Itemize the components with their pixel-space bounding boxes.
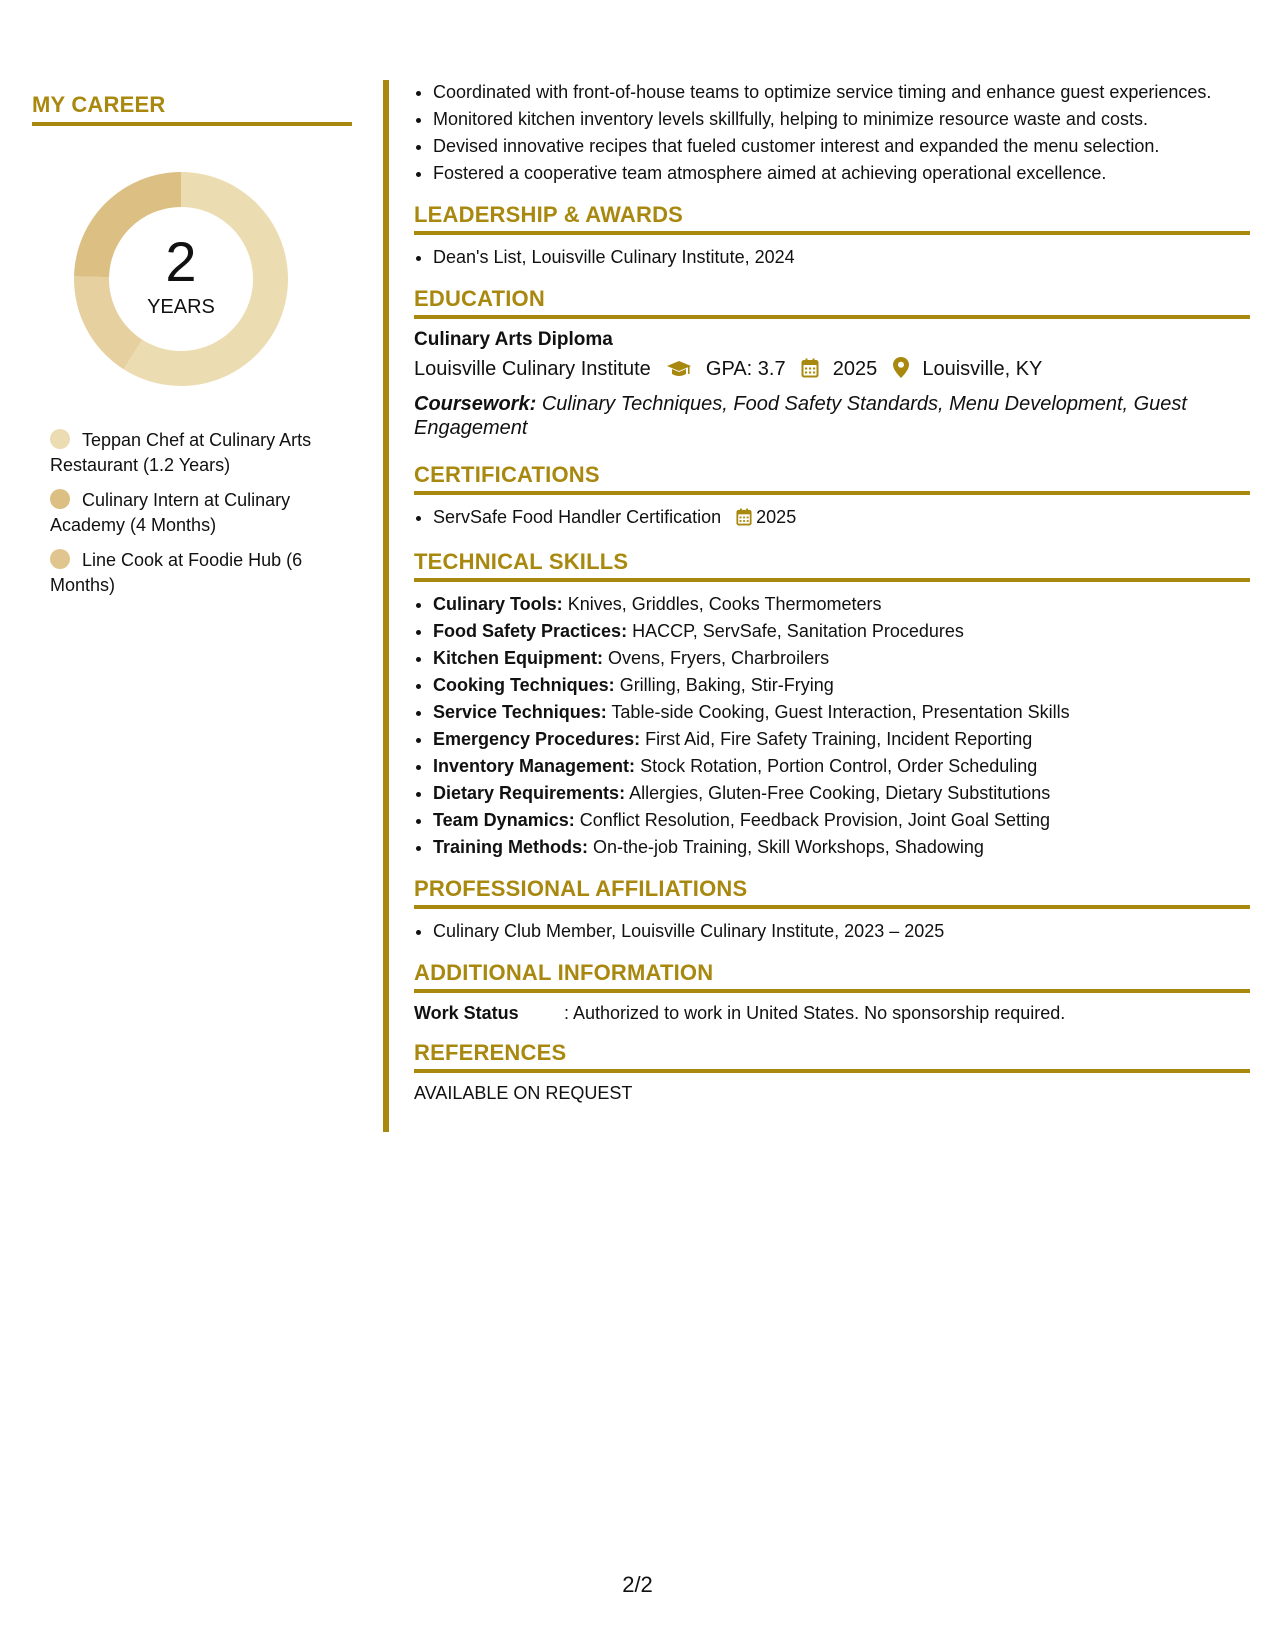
legend-label: Line Cook at Foodie Hub (6 Months) — [50, 550, 303, 595]
degree-title: Culinary Arts Diploma — [414, 329, 613, 350]
legend-item — [50, 428, 340, 478]
list-item: • Fostered a cooperative team atmosphere aimed at achieving operational excellence. — [433, 161, 1250, 186]
section-heading: TECHNICAL SKILLS — [414, 549, 1250, 582]
section-heading: PROFESSIONAL AFFILIATIONS — [414, 876, 1250, 909]
calendar-icon — [736, 508, 752, 533]
section-heading: ADDITIONAL INFORMATION — [414, 960, 1250, 993]
coursework-text: Culinary Techniques, Food Safety Standards, Menu Development, Guest Engagement — [414, 393, 1187, 439]
years-value: 2 — [165, 230, 197, 293]
list-item: • Cooking Techniques: Grilling, Baking, Stir-Frying — [433, 673, 1250, 698]
career-legend — [50, 428, 340, 598]
legend-item — [50, 548, 340, 598]
gpa: GPA: 3.7 — [705, 358, 786, 380]
additional-section — [414, 960, 1250, 1024]
list-item: • Kitchen Equipment: Ovens, Fryers, Charbroilers — [433, 646, 1250, 671]
graduation-year: 2025 — [832, 358, 878, 380]
school-name: Louisville Culinary Institute — [414, 358, 651, 380]
calendar-icon — [801, 358, 819, 384]
work-status — [414, 1003, 1250, 1024]
page-number: 2/2 — [622, 1572, 653, 1597]
work-status-value: : Authorized to work in United States. No sponsorship required. — [564, 1003, 1066, 1023]
certifications-section — [414, 462, 1250, 533]
list-item: • Monitored kitchen inventory levels skillfully, helping to minimize resource waste and costs. — [433, 107, 1250, 132]
list-item: • Food Safety Practices: HACCP, ServSafe, Sanitation Procedures — [433, 619, 1250, 644]
leadership-section — [414, 202, 1250, 270]
list-item: • Dean's List, Louisville Culinary Institute, 2024 — [433, 245, 1250, 270]
legend-label: Teppan Chef at Culinary Arts Restaurant (1.2 Years) — [50, 430, 312, 475]
certification-name: ServSafe Food Handler Certification — [433, 507, 722, 527]
graduation-cap-icon — [666, 360, 692, 384]
left-column — [32, 92, 352, 608]
list-item: • Culinary Club Member, Louisville Culinary Institute, 2023 – 2025 — [433, 919, 1250, 944]
experience-bullets — [414, 80, 1250, 186]
affiliations-section — [414, 876, 1250, 944]
section-heading: CERTIFICATIONS — [414, 462, 1250, 495]
list-item: • Dietary Requirements: Allergies, Gluten-Free Cooking, Dietary Substitutions — [433, 781, 1250, 806]
list-item: • Team Dynamics: Conflict Resolution, Feedback Provision, Joint Goal Setting — [433, 808, 1250, 833]
coursework — [414, 392, 1250, 440]
work-status-label: Work Status — [414, 1003, 519, 1023]
list-item: • Coordinated with front-of-house teams to optimize service timing and enhance guest experiences. — [433, 80, 1250, 105]
legend-item — [50, 488, 340, 538]
column-divider — [383, 80, 389, 1132]
education-location: Louisville, KY — [922, 358, 1043, 380]
section-heading: EDUCATION — [414, 286, 1250, 319]
section-heading: LEADERSHIP & AWARDS — [414, 202, 1250, 235]
certification-year: 2025 — [756, 507, 797, 527]
list-item: • Emergency Procedures: First Aid, Fire Safety Training, Incident Reporting — [433, 727, 1250, 752]
coursework-label: Coursework: — [414, 393, 537, 415]
list-item: • Service Techniques: Table-side Cooking, Guest Interaction, Presentation Skills — [433, 700, 1250, 725]
years-label: YEARS — [147, 296, 215, 318]
skills-section — [414, 549, 1250, 860]
list-item: • Inventory Management: Stock Rotation, Portion Control, Order Scheduling — [433, 754, 1250, 779]
legend-dot-icon — [50, 489, 70, 509]
legend-dot-icon — [50, 549, 70, 569]
references-text: AVAILABLE ON REQUEST — [414, 1083, 633, 1103]
list-item — [433, 505, 1250, 533]
legend-label: Culinary Intern at Culinary Academy (4 Months) — [50, 490, 291, 535]
legend-dot-icon — [50, 429, 70, 449]
list-item: • Culinary Tools: Knives, Griddles, Cooks Thermometers — [433, 592, 1250, 617]
education-section — [414, 286, 1250, 440]
skills-list — [414, 592, 1250, 860]
right-column — [414, 80, 1250, 1104]
location-pin-icon — [893, 357, 909, 384]
education-details — [414, 357, 1250, 384]
list-item: • Training Methods: On-the-job Training, Skill Workshops, Shadowing — [433, 835, 1250, 860]
list-item: • Devised innovative recipes that fueled customer interest and expanded the menu selection. — [433, 134, 1250, 159]
career-heading: MY CAREER — [32, 92, 352, 126]
references-section — [414, 1040, 1250, 1104]
section-heading: REFERENCES — [414, 1040, 1250, 1073]
career-donut-chart — [66, 164, 296, 394]
